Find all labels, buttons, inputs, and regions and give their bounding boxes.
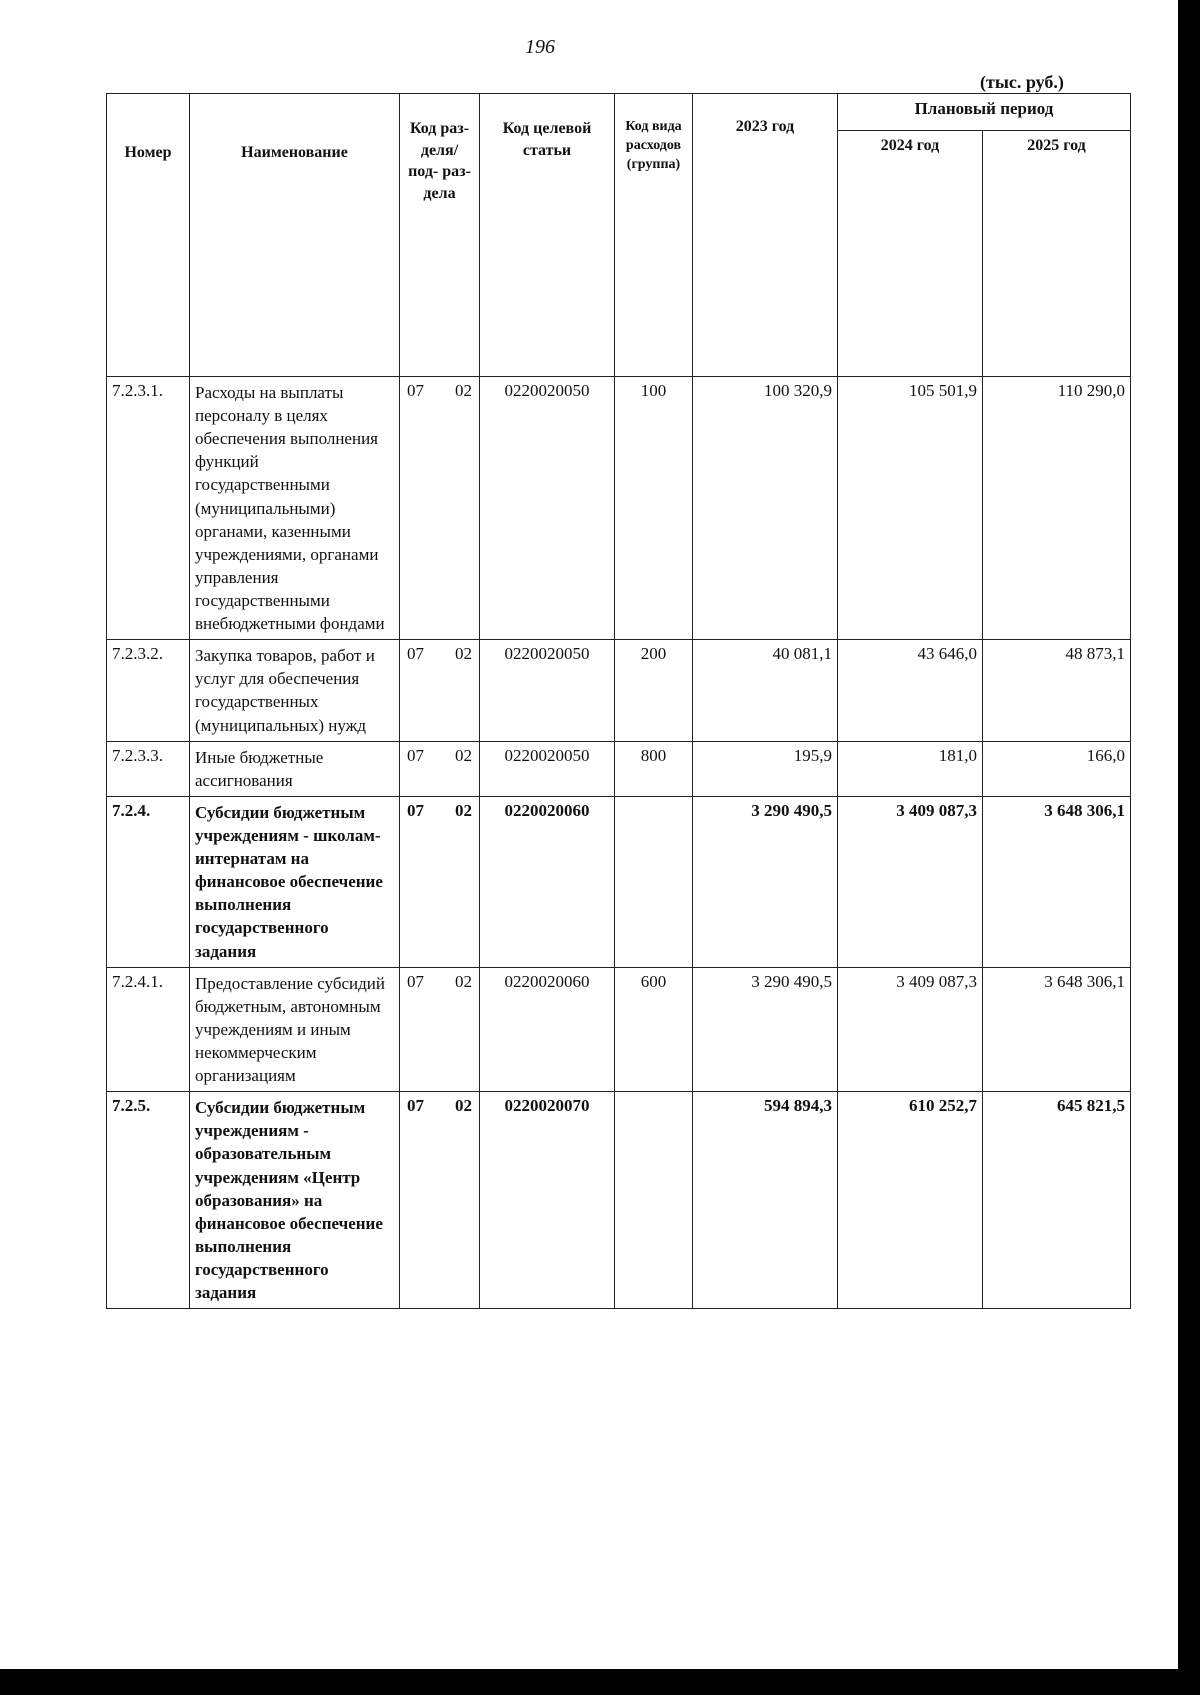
header-2023: 2023 год	[693, 94, 838, 377]
subsection-code: 02	[455, 745, 472, 765]
header-number: Номер	[107, 94, 190, 377]
subsection-code: 02	[455, 1096, 472, 1116]
row-amount-2025: 3 648 306,1	[983, 967, 1131, 1092]
header-expense-type: Код вида расходов (группа)	[615, 94, 693, 377]
table-row	[107, 640, 1131, 741]
row-amount-2023: 594 894,3	[693, 1092, 838, 1309]
table-row	[107, 1092, 1131, 1309]
scan-edge-right	[1178, 0, 1200, 1695]
section-code: 07	[407, 971, 424, 991]
row-amount-2023: 100 320,9	[693, 377, 838, 640]
row-expense-type	[615, 1092, 693, 1309]
header-target-code: Код целевой статьи	[480, 94, 615, 377]
row-amount-2024: 3 409 087,3	[838, 967, 983, 1092]
row-amount-2024: 181,0	[838, 741, 983, 796]
row-number: 7.2.5.	[107, 1092, 190, 1309]
row-name: Субсидии бюджетным учреждениям - школам-интернатам на финансовое обеспечение выполнения государственного задания	[190, 796, 400, 967]
row-amount-2024: 105 501,9	[838, 377, 983, 640]
row-section-code	[400, 1092, 480, 1309]
section-code: 07	[407, 381, 424, 400]
subsection-code: 02	[455, 381, 472, 400]
section-code-pair	[405, 644, 474, 664]
section-code-pair	[405, 801, 474, 821]
row-section-code	[400, 377, 480, 640]
row-expense-type: 600	[615, 967, 693, 1092]
section-code-pair	[405, 746, 474, 766]
section-code: 07	[407, 800, 424, 820]
section-code-pair	[405, 1096, 474, 1116]
row-number: 7.2.3.3.	[107, 741, 190, 796]
row-number: 7.2.4.1.	[107, 967, 190, 1092]
header-planned-period: Плановый период	[838, 94, 1131, 131]
header-section-code: Код раз- деля/ под- раз- дела	[400, 94, 480, 377]
row-expense-type	[615, 796, 693, 967]
row-amount-2023: 3 290 490,5	[693, 796, 838, 967]
row-section-code	[400, 967, 480, 1092]
row-section-code	[400, 741, 480, 796]
row-expense-type: 200	[615, 640, 693, 741]
row-amount-2025: 645 821,5	[983, 1092, 1131, 1309]
row-expense-type: 100	[615, 377, 693, 640]
row-name: Предоставление субсидий бюджетным, автономным учреждениям и иным некоммерческим организациям	[190, 967, 400, 1092]
row-name: Иные бюджетные ассигнования	[190, 741, 400, 796]
scan-edge-bottom	[0, 1669, 1200, 1695]
row-target-code: 0220020050	[480, 741, 615, 796]
budget-table	[106, 93, 1131, 1309]
subsection-code: 02	[455, 644, 472, 664]
header-2025: 2025 год	[983, 131, 1131, 377]
row-amount-2023: 195,9	[693, 741, 838, 796]
row-name: Расходы на выплаты персоналу в целях обеспечения выполнения функций государственными (муниципальными) органами, казенными учреждениями, органами управления государственными внебюджетными фондами	[190, 377, 400, 640]
subsection-code: 02	[455, 971, 472, 991]
row-amount-2023: 3 290 490,5	[693, 967, 838, 1092]
row-number: 7.2.3.1.	[107, 377, 190, 640]
subsection-code: 02	[455, 800, 472, 820]
section-code-pair	[405, 972, 474, 992]
row-target-code: 0220020060	[480, 796, 615, 967]
row-target-code: 0220020060	[480, 967, 615, 1092]
row-number: 7.2.4.	[107, 796, 190, 967]
table-row	[107, 796, 1131, 967]
row-name: Закупка товаров, работ и услуг для обеспечения государственных (муниципальных) нужд	[190, 640, 400, 741]
table-row	[107, 741, 1131, 796]
row-amount-2025: 166,0	[983, 741, 1131, 796]
row-amount-2024: 3 409 087,3	[838, 796, 983, 967]
section-code: 07	[407, 1096, 424, 1116]
row-number: 7.2.3.2.	[107, 640, 190, 741]
table-row	[107, 377, 1131, 640]
row-target-code: 0220020050	[480, 377, 615, 640]
section-code-pair	[405, 381, 474, 401]
row-expense-type: 800	[615, 741, 693, 796]
row-target-code: 0220020050	[480, 640, 615, 741]
row-amount-2025: 3 648 306,1	[983, 796, 1131, 967]
row-section-code	[400, 796, 480, 967]
row-target-code: 0220020070	[480, 1092, 615, 1309]
row-amount-2025: 110 290,0	[983, 377, 1131, 640]
row-amount-2023: 40 081,1	[693, 640, 838, 741]
section-code: 07	[407, 644, 424, 664]
row-amount-2024: 610 252,7	[838, 1092, 983, 1309]
row-section-code	[400, 640, 480, 741]
row-amount-2025: 48 873,1	[983, 640, 1131, 741]
header-2024: 2024 год	[838, 131, 983, 377]
table-body	[107, 377, 1131, 1309]
row-amount-2024: 43 646,0	[838, 640, 983, 741]
section-code: 07	[407, 745, 424, 765]
table-row	[107, 967, 1131, 1092]
units-label: (тыс. руб.)	[980, 72, 1064, 92]
header-name: Наименование	[190, 94, 400, 377]
row-name: Субсидии бюджетным учреждениям - образовательным учреждениям «Центр образования» на финансовое обеспечение выполнения государственного задания	[190, 1092, 400, 1309]
page-number: 196	[525, 36, 555, 58]
